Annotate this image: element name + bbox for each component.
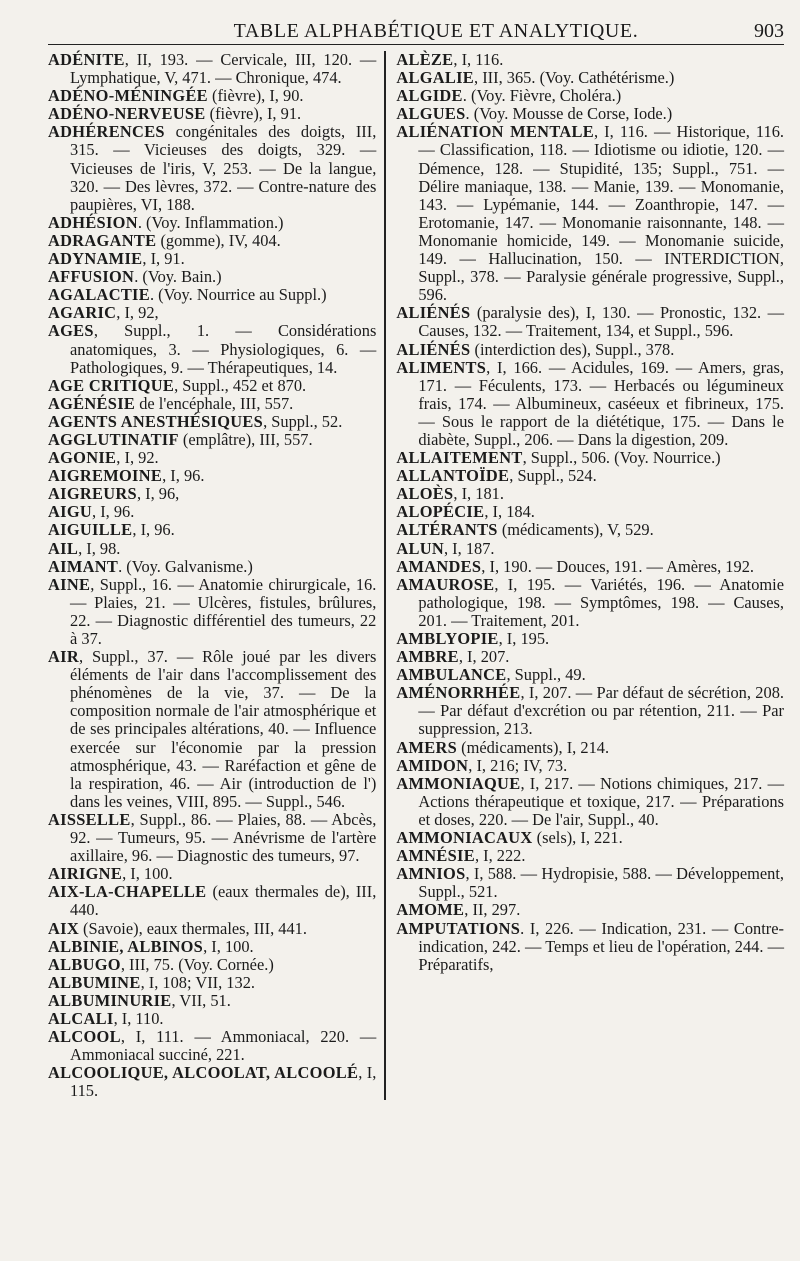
entry-text: , I, 187. xyxy=(443,538,495,558)
entry-text: , I, 217. — Notions chimiques, 217. — Actions thérapeutique et toxique, 217. — Préparations et doses, 220. — De l'air, Suppl., 40. xyxy=(418,773,784,829)
index-entry xyxy=(396,666,784,684)
index-entry xyxy=(396,69,784,87)
entry-text: , II, 297. xyxy=(464,900,521,920)
entry-text: , I, 216; IV, 73. xyxy=(468,755,568,775)
index-entry xyxy=(396,901,784,919)
index-entry xyxy=(48,377,376,395)
entry-headword: ALTÉRANTS xyxy=(396,520,498,540)
index-entry xyxy=(396,630,784,648)
entry-text: , Suppl., 86. — Plaies, 88. — Abcès, 92. — Tumeurs, 95. — Anévrisme de l'artère axillaire, 96. — Diagnostic des tumeurs, 97. xyxy=(70,809,377,866)
entry-text: . (Voy. Mousse de Corse, Iode.) xyxy=(465,104,673,124)
entry-headword: ADÉNO-MÉNINGÉE xyxy=(48,86,208,106)
entry-text: (paralysie des), I, 130. — Pronostic, 132. — Causes, 132. — Traitement, 134, et Suppl., 596. xyxy=(418,303,784,341)
entry-headword: AMPUTATIONS xyxy=(396,918,521,938)
entry-headword: AISSELLE xyxy=(48,809,131,829)
index-entry xyxy=(396,503,784,521)
entry-headword: AMBRE xyxy=(396,647,459,667)
entry-headword: AMMONIACAUX xyxy=(396,828,533,848)
entry-text: , Suppl., 1. — Considérations anatomiques, 3. — Physiologiques, 6. — Pathologiques, 9. — Thérapeutiques, 14. xyxy=(70,321,377,377)
index-entry xyxy=(48,413,376,431)
entry-text: de l'encéphale, III, 557. xyxy=(135,393,294,413)
index-entry xyxy=(48,286,376,304)
entry-text: (eaux thermales de), III, 440. xyxy=(70,882,377,920)
entry-text: (sels), I, 221. xyxy=(532,828,623,848)
index-entry xyxy=(48,51,376,87)
entry-headword: AMNIOS xyxy=(396,864,466,884)
index-entry xyxy=(48,920,376,938)
index-entry xyxy=(396,359,784,449)
entry-text: , Suppl., 52. xyxy=(263,411,343,431)
entry-text: . I, 226. — Indication, 231. — Contre-indication, 242. — Temps et lieu de l'opération, 244. — Préparatifs, xyxy=(418,918,784,974)
entry-text: , I, 96. xyxy=(132,520,175,540)
running-header xyxy=(48,14,784,44)
entry-headword: ADÉNITE xyxy=(48,50,125,69)
entry-headword: AGGLUTINATIF xyxy=(48,429,179,449)
entry-headword: AMNÉSIE xyxy=(396,846,475,866)
index-entry xyxy=(396,829,784,847)
entry-headword: ALBUMINURIE xyxy=(48,990,172,1010)
index-entry xyxy=(396,87,784,105)
entry-text: , I, 96, xyxy=(136,484,180,504)
entry-text: (emplâtre), III, 557. xyxy=(178,429,313,449)
index-entry xyxy=(48,395,376,413)
entry-headword: ALBUGO xyxy=(48,954,121,974)
entry-text: , I, 92, xyxy=(116,303,159,323)
index-entry xyxy=(48,105,376,123)
entry-headword: AINE xyxy=(48,574,91,594)
entry-headword: ALIMENTS xyxy=(396,357,487,377)
entry-headword: AMAUROSE xyxy=(396,574,495,594)
entry-headword: ALLANTOÏDE xyxy=(396,466,510,486)
entry-headword: ALOPÉCIE xyxy=(396,502,485,522)
entry-text: (fièvre), I, 91. xyxy=(205,104,302,124)
header-rule xyxy=(48,44,784,45)
entry-text: , I, 110. xyxy=(113,1008,164,1028)
index-entry xyxy=(48,467,376,485)
entry-headword: AGONIE xyxy=(48,448,117,468)
entry-text: , I, 100. xyxy=(122,864,173,884)
entry-headword: ALBINIE, ALBINOS xyxy=(48,936,204,956)
entry-headword: AMBLYOPIE xyxy=(396,629,499,648)
index-entry xyxy=(48,540,376,558)
entry-headword: AMOME xyxy=(396,900,465,920)
index-entry xyxy=(48,1028,376,1064)
index-entry xyxy=(396,51,784,69)
index-entry xyxy=(48,1064,376,1100)
entry-headword: AIX xyxy=(48,918,79,938)
index-entry xyxy=(48,992,376,1010)
entry-headword: AIR xyxy=(48,647,79,667)
index-entry xyxy=(396,467,784,485)
entry-text: , Suppl., 506. (Voy. Nourrice.) xyxy=(522,448,721,468)
entry-text: , I, 96. xyxy=(92,502,135,522)
entry-headword: ALÈZE xyxy=(396,50,454,69)
entry-headword: ALBUMINE xyxy=(48,972,141,992)
entry-text: , I, 91. xyxy=(142,249,185,269)
entry-text: , I, 588. — Hydropisie, 588. — Développement, Suppl., 521. xyxy=(418,864,784,902)
entry-headword: AMMONIAQUE xyxy=(396,773,521,793)
index-entry xyxy=(48,558,376,576)
index-entry xyxy=(396,485,784,503)
entry-headword: AGENTS ANESTHÉSIQUES xyxy=(48,411,264,431)
index-entry xyxy=(396,757,784,775)
index-entry xyxy=(396,920,784,974)
entry-text: , I, 166. — Acidules, 169. — Amers, gras, 171. — Féculents, 173. — Herbacés ou légumineux frais, 174. — Albumineux, caséeux et fibrineux, 175. — Sous le rapport de la diététique, 175. — Dans le diabète, Suppl., 206. — Dans la digestion, 209. xyxy=(418,357,784,449)
entry-text: , I, 195. — Variétés, 196. — Anatomie pathologique, 198. — Symptômes, 198. — Causes, 201. — Traitement, 201. xyxy=(418,574,784,630)
entry-headword: AMANDES xyxy=(396,556,482,576)
index-entry xyxy=(48,214,376,232)
index-entry xyxy=(48,811,376,865)
index-entry xyxy=(396,304,784,340)
entry-text: , I, 108; VII, 132. xyxy=(140,972,255,992)
entry-text: , I, 96. xyxy=(162,466,205,486)
entry-headword: AIRIGNE xyxy=(48,864,123,884)
entry-headword: ALOÈS xyxy=(396,484,454,504)
index-entry xyxy=(396,521,784,539)
entry-text: , Suppl., 49. xyxy=(506,665,586,685)
index-entry xyxy=(396,648,784,666)
index-columns xyxy=(48,51,784,1100)
index-entry xyxy=(396,540,784,558)
entry-text: , I, 184. xyxy=(484,502,535,522)
index-entry xyxy=(48,87,376,105)
entry-headword: AMBULANCE xyxy=(396,665,507,685)
index-entry xyxy=(48,521,376,539)
page-number: 903 xyxy=(754,20,784,42)
entry-headword: ALGIDE xyxy=(396,86,463,106)
entry-text: , VII, 51. xyxy=(171,990,231,1010)
entry-headword: ALGUES xyxy=(396,104,466,124)
entry-headword: AFFUSION xyxy=(48,267,135,287)
index-entry xyxy=(48,648,376,811)
index-entry xyxy=(396,123,784,304)
entry-headword: AGE CRITIQUE xyxy=(48,375,175,395)
index-entry xyxy=(48,938,376,956)
entry-text: , Suppl., 37. — Rôle joué par les divers éléments de l'air dans l'accomplissement des phénomènes de la vie, 37. — De la composition normale de l'air atmosphérique et de ses principales altérations, 40. — Influence exercée sur l'économie par la pression atmosphérique, 43. — Raréfaction et gêne de la respiration, 46. — Air (introduction de l') dans les veines, VIII, 895. — Suppl., 546. xyxy=(70,647,377,811)
entry-text: , I, 222. xyxy=(474,846,526,866)
entry-headword: AGALACTIE xyxy=(48,285,150,305)
index-column-right xyxy=(384,51,784,1100)
index-entry xyxy=(396,576,784,630)
entry-headword: AMIDON xyxy=(396,755,469,775)
entry-headword: ALCOOLIQUE, ALCOOLAT, ALCOOLÉ xyxy=(48,1063,359,1083)
entry-text: , I, 92. xyxy=(116,448,159,468)
entry-text: . (Voy. Bain.) xyxy=(134,267,222,287)
index-entry xyxy=(48,956,376,974)
entry-text: , I, 207. — Par défaut de sécrétion, 208. — Par défaut d'excrétion ou par rétention, 211. — Par suppression, 213. xyxy=(418,683,784,739)
entry-headword: AGÉNÉSIE xyxy=(48,393,136,413)
entry-headword: AIGUILLE xyxy=(48,520,133,540)
entry-text: , I, 115. xyxy=(70,1063,377,1101)
index-entry xyxy=(396,865,784,901)
entry-headword: ADRAGANTE xyxy=(48,230,157,250)
index-column-left xyxy=(48,51,384,1100)
entry-text: (médicaments), V, 529. xyxy=(497,520,654,540)
entry-headword: ALGALIE xyxy=(396,68,475,88)
entry-text: (gomme), IV, 404. xyxy=(156,230,281,250)
entry-text: , III, 365. (Voy. Cathétérisme.) xyxy=(474,68,675,88)
entry-text: , Suppl., 524. xyxy=(509,466,597,486)
entry-headword: ALCOOL xyxy=(48,1027,121,1047)
entry-headword: ADHÉSION xyxy=(48,212,138,232)
index-entry xyxy=(48,268,376,286)
entry-text: , I, 116. xyxy=(453,50,504,69)
entry-headword: ADÉNO-NERVEUSE xyxy=(48,104,206,124)
entry-headword: ALIÉNÉS xyxy=(396,339,471,359)
entry-headword: ADYNAMIE xyxy=(48,249,143,269)
entry-text: (fièvre), I, 90. xyxy=(207,86,304,106)
index-entry xyxy=(48,304,376,322)
entry-text: (médicaments), I, 214. xyxy=(457,737,610,757)
index-entry xyxy=(396,449,784,467)
entry-headword: ALLAITEMENT xyxy=(396,448,523,468)
entry-headword: ALUN xyxy=(396,538,444,558)
index-entry xyxy=(48,503,376,521)
index-entry xyxy=(48,865,376,883)
entry-text: , I, 181. xyxy=(453,484,504,504)
entry-headword: AIGREURS xyxy=(48,484,137,504)
index-entry xyxy=(396,739,784,757)
entry-text: . (Voy. Galvanisme.) xyxy=(118,556,253,576)
entry-text: . (Voy. Nourrice au Suppl.) xyxy=(149,285,327,305)
index-entry xyxy=(48,449,376,467)
entry-text: . (Voy. Inflammation.) xyxy=(137,212,284,232)
index-entry xyxy=(48,431,376,449)
entry-text: congénitales des doigts, III, 315. — Vicieuses des doigts, 329. — Vicieuses de l'iris, V, 253. — De la langue, 320. — Des lèvres, 372. — Contre-nature des paupières, VI, 188. xyxy=(70,122,377,214)
entry-headword: AIL xyxy=(48,538,79,558)
entry-text: , I, 116. — Historique, 116. — Classification, 118. — Idiotisme ou idiotie, 120. — Démence, 128. — Stupidité, 135; Suppl., 751. — Délire maniaque, 138. — Manie, 139. — Monomanie, 143. — Lypémanie, 144. — Zoanthropie, 147. — Erotomanie, 147. — Monomanie raisonnante, 148. — Monomanie homicide, 149. — Monomanie suicide, 149. — Hallucination, 150. — INTERDICTION, Suppl., 378. — Paralysie générale progressive, Suppl., 596. xyxy=(418,122,784,305)
entry-headword: AIGREMOINE xyxy=(48,466,163,486)
index-entry xyxy=(48,883,376,919)
index-entry xyxy=(48,322,376,376)
entry-text: , Suppl., 452 et 870. xyxy=(174,375,307,395)
index-entry xyxy=(48,974,376,992)
entry-headword: AIX-LA-CHAPELLE xyxy=(48,882,207,902)
entry-text: , I, 100. xyxy=(203,936,254,956)
entry-headword: AMÉNORRHÉE xyxy=(396,683,521,703)
entry-text: , I, 195. xyxy=(498,629,550,648)
entry-text: , I, 111. — Ammoniacal, 220. — Ammoniacal succiné, 221. xyxy=(70,1027,377,1065)
entry-headword: AIMANT xyxy=(48,556,119,576)
entry-headword: AGES xyxy=(48,321,94,341)
index-entry xyxy=(48,123,376,213)
entry-headword: ALCALI xyxy=(48,1008,114,1028)
index-entry xyxy=(48,576,376,648)
entry-text: , II, 193. — Cervicale, III, 120. — Lymphatique, V, 471. — Chronique, 474. xyxy=(70,50,377,88)
entry-headword: AIGU xyxy=(48,502,93,522)
index-entry xyxy=(48,232,376,250)
entry-headword: AGARIC xyxy=(48,303,117,323)
entry-text: , Suppl., 16. — Anatomie chirurgicale, 16. — Plaies, 21. — Ulcères, fistules, brûlures, 22. — Diagnostic différentiel des tumeurs, 22 à 37. xyxy=(70,574,377,648)
entry-headword: AMERS xyxy=(396,737,458,757)
index-entry xyxy=(48,1010,376,1028)
entry-headword: ADHÉRENCES xyxy=(48,122,165,142)
index-entry xyxy=(396,684,784,738)
entry-headword: ALIÉNÉS xyxy=(396,303,471,323)
entry-headword: ALIÉNATION MENTALE xyxy=(396,122,594,142)
index-entry xyxy=(396,847,784,865)
index-entry xyxy=(396,775,784,829)
index-entry xyxy=(396,558,784,576)
entry-text: (interdiction des), Suppl., 378. xyxy=(470,339,675,359)
entry-text: (Savoie), eaux thermales, III, 441. xyxy=(78,918,307,938)
entry-text: , III, 75. (Voy. Cornée.) xyxy=(120,954,274,974)
entry-text: . (Voy. Fièvre, Choléra.) xyxy=(462,86,622,106)
entry-text: , I, 190. — Douces, 191. — Amères, 192. xyxy=(481,556,754,576)
entry-text: , I, 207. xyxy=(458,647,510,667)
page-title: TABLE ALPHABÉTIQUE ET ANALYTIQUE. xyxy=(233,20,639,42)
index-entry xyxy=(396,341,784,359)
index-entry xyxy=(396,105,784,123)
index-entry xyxy=(48,250,376,268)
index-entry xyxy=(48,485,376,503)
entry-text: , I, 98. xyxy=(78,538,121,558)
